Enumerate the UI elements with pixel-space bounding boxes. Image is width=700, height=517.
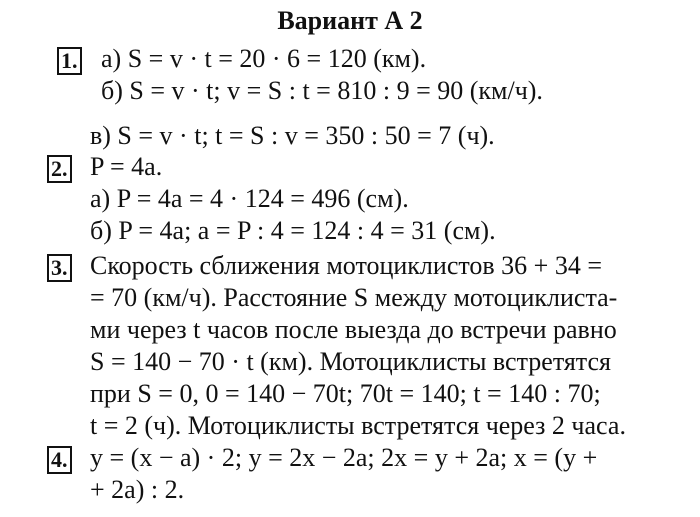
problem-number-4: 4. <box>47 446 72 474</box>
problem-4-line-2: + 2a) : 2. <box>90 475 185 504</box>
problem-2-line-a: а) P = 4a = 4 · 124 = 496 (см). <box>90 184 409 213</box>
problem-2-line-p: P = 4a. <box>90 152 163 181</box>
problem-4-line-1: y = (x − a) · 2; y = 2x − 2a; 2x = y + 2a; x = (y + <box>90 443 598 472</box>
problem-3-line-5: при S = 0, 0 = 140 − 70t; 70t = 140; t = 140 : 70; <box>90 379 601 408</box>
problem-3-line-6: t = 2 (ч). Мотоциклисты встретятся через 2 часа. <box>90 411 626 440</box>
problem-number-3: 3. <box>47 254 72 282</box>
problem-2-line-b: б) P = 4a; a = P : 4 = 124 : 4 = 31 (см). <box>90 216 496 245</box>
problem-3-line-2: = 70 (км/ч). Расстояние S между мотоциклиста- <box>90 283 618 312</box>
problem-number-2: 2. <box>47 155 72 183</box>
problem-3-line-4: S = 140 − 70 · t (км). Мотоциклисты встретятся <box>90 347 611 376</box>
problem-number-1: 1. <box>57 47 82 75</box>
problem-1-line-b: б) S = v · t; v = S : t = 810 : 9 = 90 (км/ч). <box>101 76 543 105</box>
problem-1-line-c: в) S = v · t; t = S : v = 350 : 50 = 7 (ч). <box>90 121 495 150</box>
problem-1-line-a: а) S = v · t = 20 · 6 = 120 (км). <box>101 44 427 73</box>
problem-3-line-3: ми через t часов после выезда до встречи равно <box>90 315 617 344</box>
page-title: Вариант А 2 <box>277 6 423 35</box>
problem-3-line-1: Скорость сближения мотоциклистов 36 + 34 = <box>90 251 602 280</box>
